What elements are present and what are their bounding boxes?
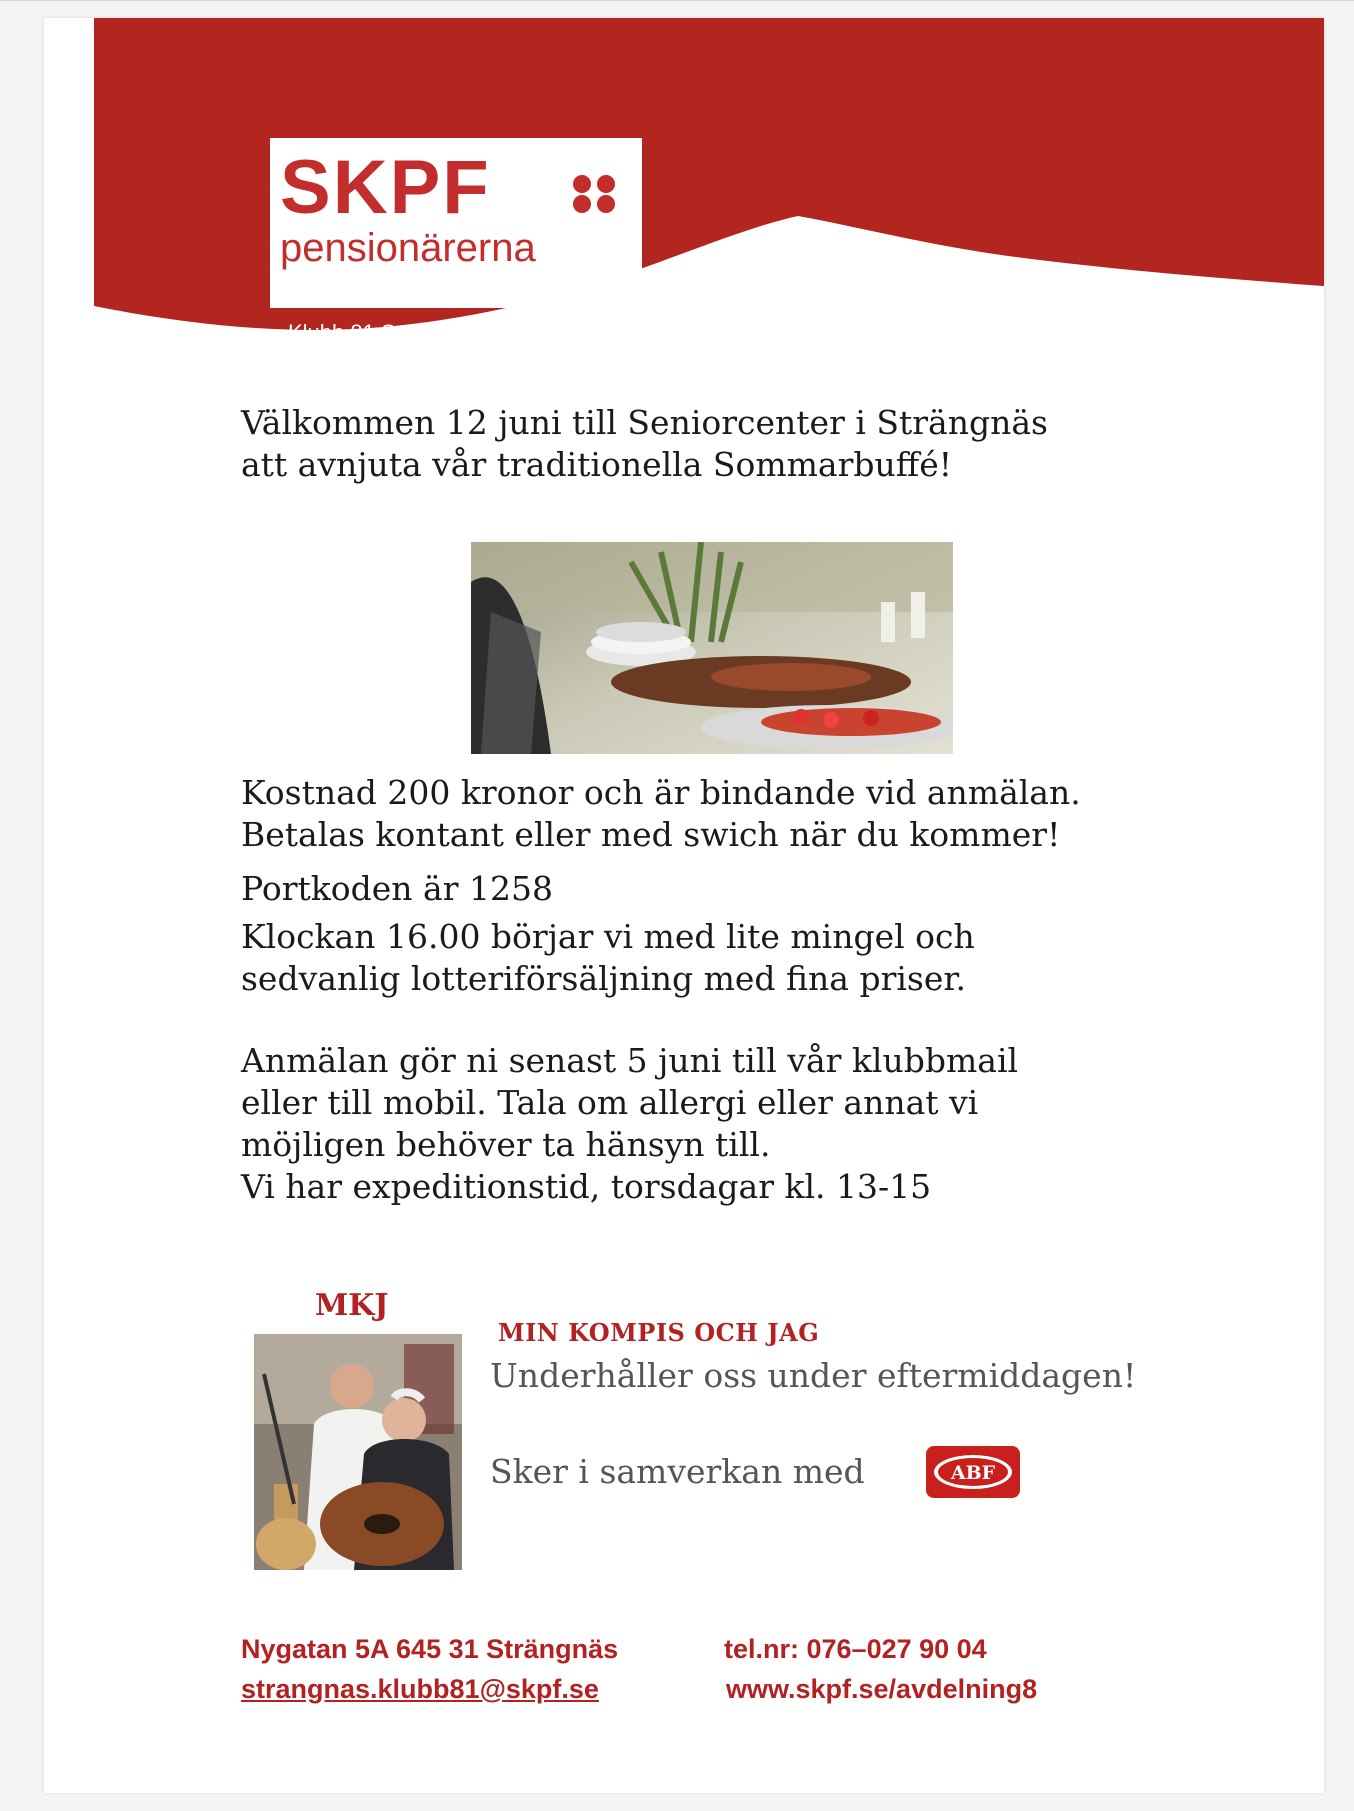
club-name: Klubb 81 Strängnäs [288,320,482,345]
contact-website-link[interactable]: www.skpf.se/avdelning8 [726,1674,1038,1704]
flyer-page [44,18,1324,1793]
contact-email-link[interactable]: strangnas.klubb81@skpf.se [241,1674,599,1704]
time-line-1: Klockan 16.00 börjar vi med lite mingel och [241,917,975,956]
top-divider [0,0,1354,1]
contact-address: Nygatan 5A 645 31 Strängnäs [241,1634,619,1664]
partner-text: Sker i samverkan med [490,1452,865,1491]
band-abbreviation: MKJ [315,1288,389,1323]
logo-subtitle: pensionärerna [280,226,536,270]
signup-line-2: eller till mobil. Tala om allergi eller annat vi [241,1083,979,1122]
abf-logo [926,1446,1020,1498]
cost-line-1: Kostnad 200 kronor och är bindande vid anmälan. [241,773,1081,812]
buffet-photo [471,542,953,754]
abf-logo-text: ABF [950,1462,996,1484]
signup-line-3: möjligen behöver ta hänsyn till. [241,1125,771,1164]
flower-icon [566,172,622,216]
band-photo [254,1334,462,1570]
time-line-2: sedvanlig lotteriförsäljning med fina priser. [241,959,967,998]
door-code: Portkoden är 1258 [241,869,553,908]
signup-line-1: Anmälan gör ni senast 5 juni till vår klubbmail [241,1041,1019,1080]
cost-line-2: Betalas kontant eller med swich när du kommer! [241,815,1061,854]
skpf-logo [270,138,642,308]
intro-line-2: att avnjuta vår traditionella Sommarbuffé! [241,445,952,484]
band-name: MIN KOMPIS OCH JAG [498,1318,820,1347]
office-hours: Vi har expeditionstid, torsdagar kl. 13-15 [241,1167,932,1206]
band-description: Underhåller oss under eftermiddagen! [490,1356,1137,1395]
intro-line-1: Välkommen 12 juni till Seniorcenter i Strängnäs [241,403,1048,442]
contact-phone: tel.nr: 076–027 90 04 [724,1634,987,1664]
logo-wordmark: SKPF [280,145,491,230]
